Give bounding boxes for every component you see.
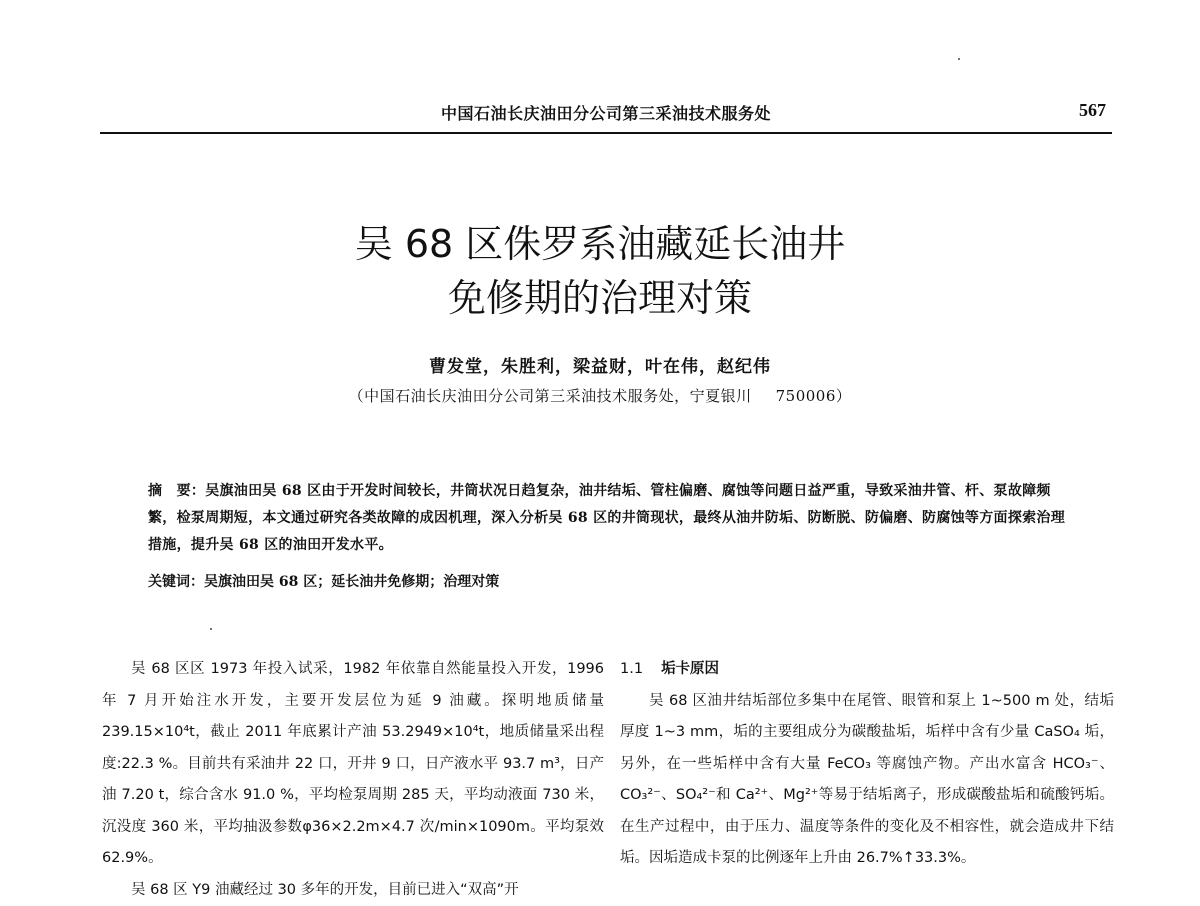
journal-header-title: 中国石油长庆油田分公司第三采油技术服务处: [100, 101, 1112, 124]
keywords-text: 吴旗油田吴 68 区；延长油井免修期；治理对策: [204, 574, 499, 590]
paper-title: [0, 218, 1200, 328]
body-column-right: [620, 654, 1114, 875]
authors: 曹发堂，朱胜利，梁益财，叶在伟，赵纪伟: [0, 352, 1200, 377]
abstract-text: 吴旗油田吴 68 区由于开发时间较长，井筒状况日趋复杂，油井结垢、管柱偏磨、腐蚀等问题日益严重，导致采油井管、杆、泵故障频繁，检泵周期短，本文通过研究各类故障的成因机理，深入分析吴 68 区的井筒现状，最终从油井防垢、防断脱、防偏磨、防腐蚀等方面探索治理措施，提升吴 68 区的油田开发水平。: [148, 483, 1065, 553]
section-number: 1.1: [620, 661, 643, 677]
body-column-left: [102, 654, 604, 906]
postal-code: 750006）: [776, 387, 852, 405]
body-paragraph: 吴 68 区 Y9 油藏经过 30 多年的开发，目前已进入“双高”开: [102, 875, 604, 906]
scan-speck: [958, 58, 960, 60]
abstract: [148, 478, 1066, 559]
abstract-label: 摘 要：: [148, 483, 205, 499]
section-heading: [620, 654, 1114, 686]
running-header: [100, 92, 1112, 134]
paper-title-line-1: 吴 68 区侏罗系油藏延长油井: [0, 218, 1200, 270]
scan-speck: [210, 628, 212, 630]
affiliation-text: （中国石油长庆油田分公司第三采油技术服务处，宁夏银川: [349, 387, 752, 405]
body-paragraph: 吴 68 区油井结垢部位多集中在尾管、眼管和泵上 1~500 m 处，结垢厚度 1~3 mm，垢的主要组成分为碳酸盐垢，垢样中含有少量 CaSO₄ 垢，另外，在一些垢样中含有大量 FeCO₃ 等腐蚀产物。产出水富含 HCO₃⁻、CO₃²⁻、SO₄²⁻和 Ca²⁺、Mg²⁺等易于结垢离子，形成碳酸盐垢和硫酸钙垢。在生产过程中，由于压力、温度等条件的变化及不相容性，就会造成井下结垢。因垢造成卡泵的比例逐年上升由 26.7%↑33.3%。: [620, 686, 1114, 875]
page-number: 567: [1079, 100, 1106, 121]
paper-title-line-2: 免修期的治理对策: [0, 272, 1200, 324]
keywords: [148, 569, 1066, 596]
keywords-label: 关键词：: [148, 574, 204, 590]
section-title: 垢卡原因: [661, 661, 719, 677]
body-paragraph: 吴 68 区区 1973 年投入试采，1982 年依靠自然能量投入开发，1996 年 7 月开始注水开发，主要开发层位为延 9 油藏。探明地质储量 239.15×10⁴t，截止 2011 年底累计产油 53.2949×10⁴t，地质储量采出程度:22.3 %。目前共有采油井 22 口，开井 9 口，日产液水平 93.7 m³，日产油 7.20 t，综合含水 91.0 %，平均检泵周期 285 天，平均动液面 730 米，沉没度 360 米，平均抽汲参数φ36×2.2m×4.7 次/min×1090m。平均泵效 62.9%。: [102, 654, 604, 875]
affiliation: [0, 385, 1200, 406]
